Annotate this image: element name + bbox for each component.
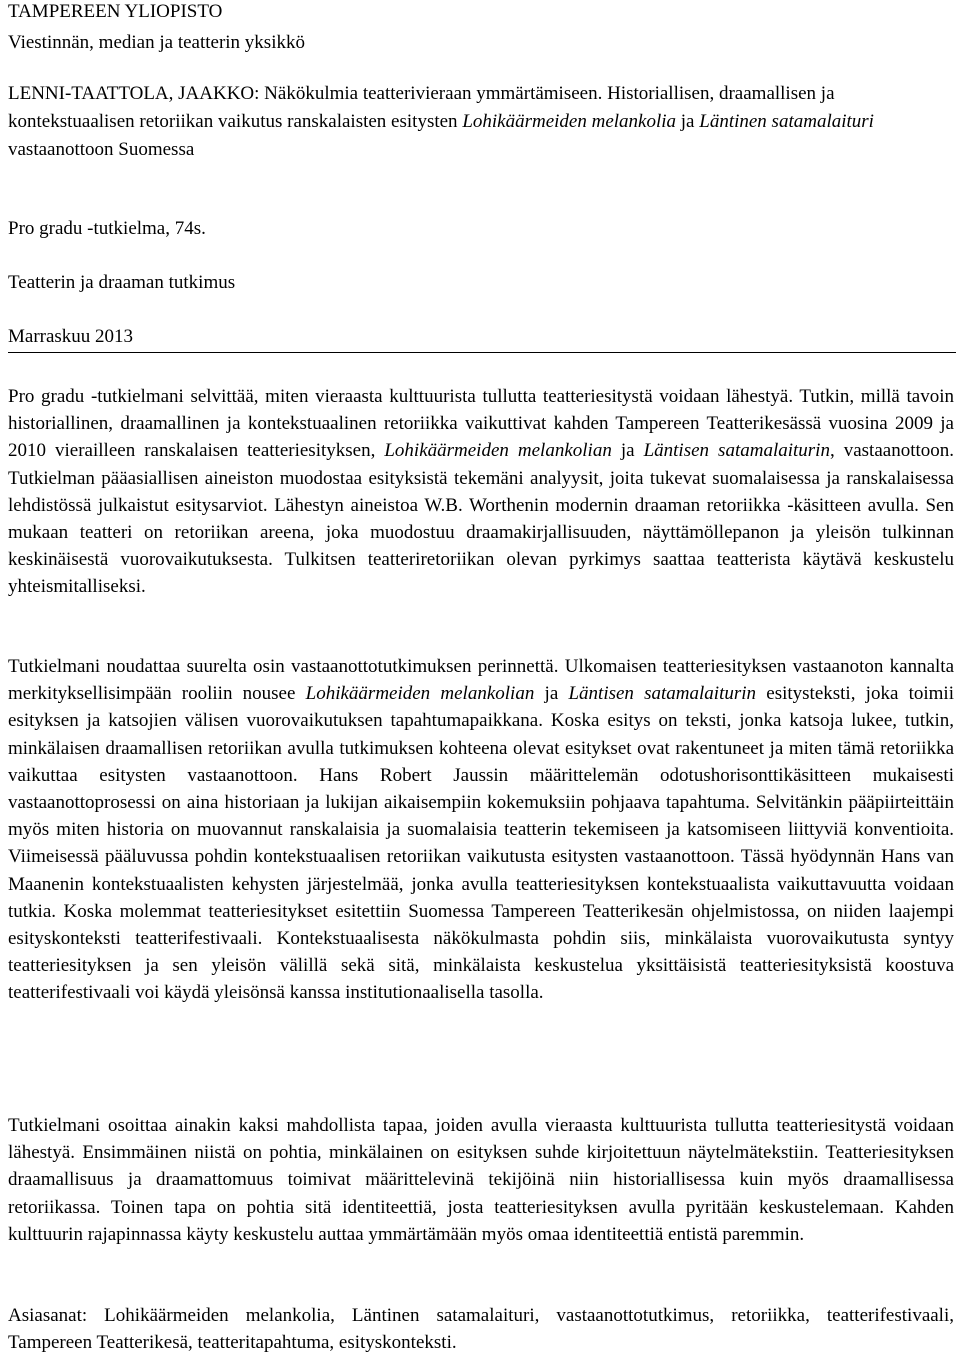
thesis-type: Pro gradu -tutkielma, 74s.	[8, 218, 206, 239]
p2-text-b: ja	[534, 683, 569, 705]
p1-italic-1: Lohikäärmeiden melankolian	[384, 440, 612, 462]
subject-field: Teatterin ja draaman tutkimus	[8, 272, 236, 293]
p2-italic-2: Läntisen satamalaiturin	[568, 683, 757, 705]
publication-date: Marraskuu 2013	[8, 326, 134, 347]
title-text-2: ja	[676, 111, 700, 132]
university-name: TAMPEREEN YLIOPISTO	[8, 1, 223, 22]
p2-text-a: Tutkielmani noudattaa suurelta osin vastaanottotutkimuksen perinnettä. Ulkomaisen teatteriesityksen vastaanoton kannalta merkityksellisimpään rooliin nousee	[8, 656, 954, 705]
title-italic-2: Läntinen satamalaituri	[699, 111, 874, 132]
abstract-paragraph-1	[8, 383, 954, 601]
title-text-3: vastaanottoon Suomessa	[8, 139, 195, 160]
p1-italic-2: Läntisen satamalaiturin	[643, 440, 830, 462]
abstract-paragraph-3: Tutkielmani osoittaa ainakin kaksi mahdollista tapaa, joiden avulla vieraasta kulttuurista tullutta teatteriesitystä voidaan lähestyä. Ensimmäinen niistä on pohtia, minkälainen on esityksen suhde kirjoitettuun näytelmätekstiin. Teatteriesityksen draamallisuus ja draamattomuus toimivat määrittelevinä tekijöinä niin historiallisessa kuin myös draamallisessa retoriikassa. Toinen tapa on pohtia sitä identiteettiä, josta teatteriesityksen avulla pyritään keskustelemaan. Kahden kulttuurin rajapinnassa käyty keskustelu auttaa ymmärtämään myös omaa identiteettiä entistä paremmin.	[8, 1115, 954, 1245]
header-divider	[8, 352, 956, 353]
abstract-paragraph-2	[8, 653, 954, 1007]
faculty-unit: Viestinnän, median ja teatterin yksikkö	[8, 32, 305, 53]
p1-text-a: Pro gradu -tutkielmani selvittää, miten vieraasta kulttuurista tullutta teatteriesitystä voidaan lähestyä. Tutkin, millä tavoin historiallinen, draamallinen ja kontekstuaalinen retoriikka vaikuttivat kahden Tampereen Teatterikesässä vuosina 2009 ja 2010 vierailleen ranskalaisen teatteriesityksen,	[8, 386, 954, 462]
title-text-1: LENNI-TAATTOLA, JAAKKO: Näkökulmia teatterivieraan ymmärtämiseen. Historiallisen, draamallisen ja kontekstuaalisen retoriikan vaikutus ranskalaisten esitysten	[8, 83, 835, 132]
title-italic-1: Lohikäärmeiden melankolia	[462, 111, 677, 132]
p1-text-c: , vastaanottoon. Tutkielman pääasiallisen aineiston muodostaa esityksistä tekemäni analyysit, joita tukevat suomalaisessa ja ranskalaisessa lehdistössä julkaistut esitysarviot. Lähestyn aineistoa W.B. Worthenin modernin draaman retoriikka -käsitteen avulla. Sen mukaan teatteri on retoriikan areena, joka muodostuu draamakirjallisuuden, näyttämöllepanon ja yleisön tulkinnan keskinäisestä vuorovaikutuksesta. Tulkitsen teatteriretoriikan olevan pyrkimys saattaa teatterista käytävä keskustelu yhteismitalliseksi.	[8, 440, 954, 598]
keywords: Asiasanat: Lohikäärmeiden melankolia, Läntinen satamalaituri, vastaanottotutkimus, retoriikka, teatterifestivaali, Tampereen Teatterikesä, teatteritapahtuma, esityskonteksti.	[8, 1305, 954, 1354]
p2-italic-1: Lohikäärmeiden melankolian	[305, 683, 535, 705]
p1-text-b: ja	[611, 440, 644, 462]
p2-text-c: esitysteksti, joka toimii esityksen ja katsojien välisen vuorovaikutuksen tapahtumapaikkana. Koska esitys on teksti, jonka katsoja lukee, tutkin, minkälaisen draamallisen retoriikan avulla tutkimuksen kohteena olevat esitykset ovat rakentuneet ja miten tämä retoriikka vaikuttaa esitysten vastaanottoon. Hans Robert Jaussin määrittelemän odotushorisonttikäsitteen mukaisesti vastaanottoprosessi on aina historiaan ja lukijan aikaisempiin kokemuksiin pohjaava tapahtuma. Selvitänkin pääpiirteittäin myös miten historia on muovannut ranskalaisia ja suomalaisia teatterin tekemiseen ja katsomiseen liittyviä konventioita. Viimeisessä pääluvussa pohdin kontekstuaalisen retoriikan vaikutusta esitysten vastaanottoon. Tässä hyödynnän Hans van Maanenin kontekstuaalisten kehysten järjestelmää, jonka avulla teatteriesityksen kontekstuaalista vaikuttavuutta voidaan tutkia. Koska molemmat teatteriesitykset esitettiin Suomessa Tampereen Teatterikesän ohjelmistossa, on niiden laajempi esityskonteksti teatterifestivaali. Kontekstuaalisesta näkökulmasta pohdin siis, minkälaista vuorovaikutusta syntyy teatteriesityksen ja sen yleisön välillä sekä sitä, minkälaista keskustelua yksittäisistä teatteriesityksistä koostuva teatterifestivaali voi käydä yleisönsä kanssa institutionaalisella tasolla.	[8, 683, 954, 1004]
thesis-title	[8, 80, 954, 164]
